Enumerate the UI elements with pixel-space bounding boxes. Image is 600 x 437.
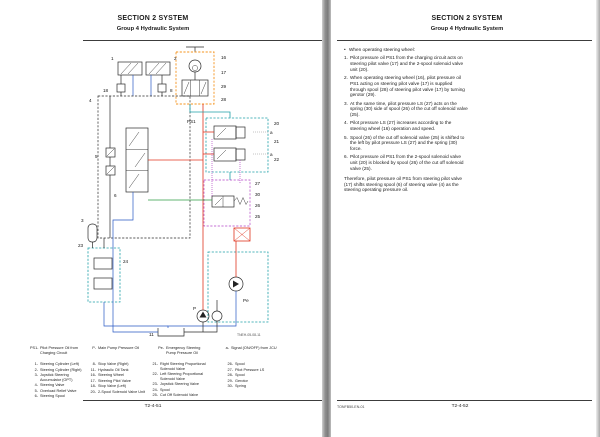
legend-symbols-col-3 — [156, 346, 210, 356]
left-page-section-title: SECTION 2 SYSTEM — [117, 15, 189, 22]
cut-off-solenoid-valve-unit — [204, 180, 250, 226]
diagram-callout: 23 — [78, 243, 84, 248]
steering-pilot-valve-unit — [176, 52, 214, 104]
figure-code: TNEH-05-08-11 — [237, 333, 261, 337]
legend-item: 18- Stop Valve (Left) — [90, 384, 126, 389]
legend-symbol: a- Signal (ON/OFF) from JCU — [225, 346, 277, 350]
steering-wheel-symbol — [186, 47, 204, 52]
two-spool-solenoid-valve-unit — [206, 118, 268, 172]
spring-symbol — [234, 198, 248, 205]
legend-item: 21- Right Steering Proportional Solenoid Valve — [152, 362, 206, 371]
legend-item: 11- Hydraulic Oil Tank — [90, 367, 129, 372]
document-code: TONFB50-EN-01 — [337, 405, 365, 409]
steering-cylinder-left — [118, 62, 142, 75]
left-page-group-title: Group 4 Hydraulic System — [116, 26, 190, 32]
procedure-text-block — [344, 47, 468, 193]
procedure-step: 1. Pilot pressure oil PS1 from the charging circuit acts on steering pilot valve (17) and the 2-spool solenoid valve unit (20). — [344, 55, 464, 72]
left-page-number: T2-4-51 — [144, 404, 162, 409]
diagram-callout: a — [270, 130, 273, 135]
procedure-step: 2. When operating steering wheel (16), pilot pressure oil PS1 acting on steering pilot valve (17) is supplied through spool (28) of steering pilot valve (17) by turning gerotor (29). — [344, 75, 465, 98]
legend-item: 2- Steering Cylinder (Right) — [34, 367, 82, 372]
diagram-callout: 1 — [111, 56, 114, 61]
diagram-callout: 8 — [170, 88, 173, 93]
legend-item: 8- Stop Valve (Right) — [92, 362, 129, 366]
legend-item: 20- 2-Spool Solenoid Valve Unit — [90, 389, 145, 394]
pressure-lines — [113, 104, 240, 332]
right-page-group-title: Group 4 Hydraulic System — [430, 26, 504, 32]
diagram-callout: 20 — [274, 121, 280, 126]
intro-text: When operating steering wheel: — [349, 47, 415, 52]
diagram-callout: 29 — [221, 84, 227, 89]
procedure-step: 5. Spool (26) of the cut off solenoid valve (25) is shifted to the left by pilot pressure LS (27) and the spring (30) force. — [344, 134, 465, 151]
diagram-callout: 5 — [95, 154, 98, 159]
joystick-spool-symbol — [94, 258, 112, 269]
steering-spool-symbol — [126, 128, 148, 192]
right-page-footer-rule — [337, 400, 592, 401]
diagram-callout: 3 — [81, 218, 84, 223]
diagram-callout: 18 — [103, 88, 109, 93]
diagram-callout: 21 — [274, 139, 280, 144]
legend-item: 6- Steering Spool — [34, 394, 65, 399]
cylinder-lines — [117, 75, 166, 96]
diagram-callout: 26 — [255, 203, 261, 208]
diagram-callout: PS1 — [187, 119, 196, 124]
procedure-steps — [344, 55, 468, 171]
diagram-callouts — [78, 55, 280, 337]
legend-item: 25- Cut Off Solenoid Valve — [152, 393, 199, 398]
legend-symbols-col-1 — [30, 346, 86, 356]
diagram-callout: 24 — [123, 259, 129, 264]
legend-items-col-1 — [30, 362, 86, 400]
diagram-callout: 17 — [221, 70, 227, 75]
legend-item: 16- Steering Wheel — [90, 373, 124, 378]
legend-symbol: P- Main Pump Pressure Oil — [92, 346, 140, 350]
legend-item: 26- Spool — [227, 362, 245, 366]
diagram-callout: 4 — [89, 98, 92, 103]
legend-items-col-3 — [150, 362, 208, 399]
right-page-number: T2-4-52 — [451, 404, 469, 409]
accumulator-symbol — [88, 224, 97, 248]
hydraulic-oil-tank-symbol — [158, 328, 184, 336]
joystick-steering-valve-unit — [88, 238, 168, 326]
bullet-icon: • — [344, 47, 346, 52]
diagram-callout: a — [270, 152, 273, 157]
stop-valve-left — [117, 84, 125, 92]
steering-valve-unit — [98, 96, 190, 238]
legend-item: 1- Steering Cylinder (Left) — [34, 362, 80, 366]
legend-symbols-col-4 — [221, 346, 285, 352]
left-page-footer-rule — [83, 400, 322, 401]
procedure-step: 3. At the same time, pilot pressure LS (27) acts on the spring (30) side of spool (26) of the cut off solenoid valve (25). — [344, 100, 468, 118]
procedure-step: 4. Pilot pressure LS (27) increases according to the steering wheel (16) operation and speed. — [344, 120, 452, 132]
diagram-callout: 6 — [114, 193, 117, 198]
diagram-callout: 27 — [255, 181, 261, 186]
legend-item: 22- Left Steering Proportional Solenoid Valve — [152, 372, 204, 381]
procedure-step: 6. Pilot pressure oil PS1 from the 2-spool solenoid valve unit (20) is blocked by spool (26) of the cut off solenoid valve (25). — [344, 154, 464, 171]
diagram-callout: 22 — [274, 157, 280, 162]
right-steering-proportional-solenoid-valve — [214, 126, 236, 139]
diagram-callout: 25 — [255, 214, 261, 219]
legend-item: 24- Spool — [152, 387, 170, 392]
legend-item: 23- Joystick Steering Valve — [152, 382, 199, 387]
legend-item: 4- Steering Valve — [34, 383, 65, 388]
legend-items-col-2 — [88, 362, 150, 395]
legend-item: 3- Joystick Steering Accumulator (OPT) — [34, 373, 73, 382]
intro-bullet-line — [344, 47, 468, 53]
diagram-callout: 11 — [149, 332, 154, 337]
hydraulic-circuit-diagram — [0, 41, 330, 341]
diagram-callout: 28 — [221, 97, 227, 102]
right-page-header-rule — [337, 40, 592, 41]
legend-item: 30- Spring — [227, 384, 246, 389]
gerotor-symbol — [189, 60, 201, 72]
legend-item: 28- Spool — [227, 373, 245, 378]
page-divider — [322, 0, 331, 437]
red-check-block — [234, 228, 250, 241]
right-edge-shadow — [596, 0, 600, 437]
legend-symbol: Pe- Emergency Steering Pump Pressure Oil — [158, 346, 201, 355]
legend-item: 27- Pilot Pressure LS — [227, 367, 265, 372]
legend-item: 17- Steering Pilot Valve — [90, 378, 131, 383]
diagram-callout: P — [193, 306, 197, 311]
legend-item: 29- Gerotor — [227, 378, 248, 383]
right-page-section-title: SECTION 2 SYSTEM — [431, 15, 503, 22]
legend-symbol: PS1- Pilot Pressure Oil from Charging Circuit — [30, 346, 78, 355]
diagram-callout: 16 — [221, 55, 227, 60]
closing-paragraph: Therefore, pilot pressure oil PS1 from steering pilot valve (17) shifts steering spool (6) of steering valve (4) as the steering operating pressure oil. — [344, 176, 463, 193]
emergency-steering-pump-unit — [168, 241, 268, 328]
stop-valve-right — [158, 84, 166, 92]
diagram-callout: 2 — [174, 56, 177, 61]
legend-items-col-4 — [225, 362, 275, 390]
left-steering-proportional-solenoid-valve — [214, 148, 236, 161]
steering-cylinder-right — [146, 62, 170, 75]
legend-item: 5- Overload Relief Valve — [34, 388, 77, 393]
diagram-callout: Pe — [243, 298, 249, 303]
legend-symbols-col-2 — [88, 346, 150, 352]
diagram-callout: 30 — [255, 192, 261, 197]
